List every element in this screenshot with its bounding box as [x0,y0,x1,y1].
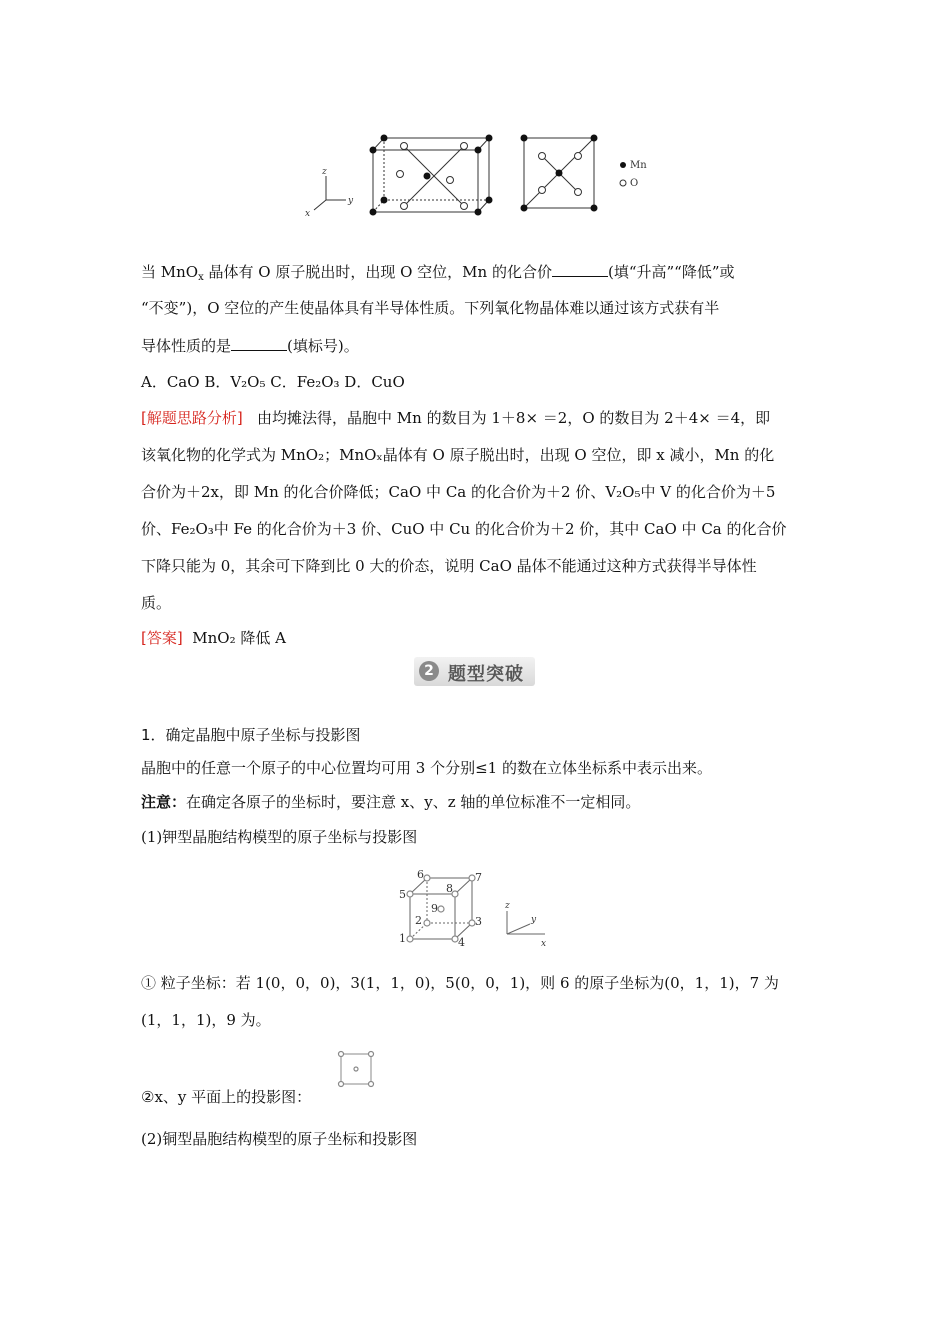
analysis-line-3: 合价为＋2x，即 Mn 的化合价降低；CaO 中 Ca 的化合价为＋2 价、V₂O₅中 V 的化合价为＋5 [141,483,776,501]
section-banner [414,657,535,686]
section-note: 注意：在确定各原子的坐标时，要注意 x、y、z 轴的单位标准不一定相同。 [141,793,641,811]
fig2-axis-z: z [505,901,510,911]
question-line-1: 当 MnO$_x$ 晶体有 O 原子脱出时，出现 O 空位，Mn 的化合价 (填“升高”“降低”或 [141,263,735,283]
subsection-2: (2)铜型晶胞结构模型的原子坐标和投影图 [141,1130,418,1148]
banner-title: 题型突破 [448,664,524,685]
section-heading: 1．确定晶胞中原子坐标与投影图 [141,726,361,744]
answer-label: [答案] [141,629,183,647]
coords-line-2: (1，1，1)，9 为。 [141,1011,271,1029]
fig1-axis-x: x [305,209,311,219]
analysis-line-4: 价、Fe₂O₃中 Fe 的化合价为＋3 价、CuO 中 Cu 的化合价为＋2 价，其中 CaO 中 Ca 的化合价 [141,520,787,538]
legend-o: O [630,178,639,189]
question-line-3: 导体性质的是 (填标号)。 [141,337,359,355]
fig1-axis-z: z [322,167,327,177]
fig2-label-8: 8 [446,882,453,895]
coords-line-1: ① 粒子坐标：若 1(0，0，0)，3(1，1，0)，5(0，0，1)，则 6 的原子坐标为(0，1，1)，7 为 [141,974,779,992]
bcc-cell-figure [395,866,555,951]
fig1-axis-y: y [348,196,354,206]
section-intro: 晶胞中的任意一个原子的中心位置均可用 3 个分别≤1 的数在立体坐标系中表示出来。 [141,759,712,777]
fig2-label-3: 3 [475,915,482,928]
question-line-2: “不变”)，O 空位的产生使晶体具有半导体性质。下列氧化物晶体难以通过该方式获有半 [141,299,720,317]
answer-blank-1 [552,262,608,277]
analysis-line-1: [解题思路分析] 由均摊法得，晶胞中 Mn 的数目为 1＋8× ＝2，O 的数目为 2＋4× ＝4，即 [141,409,771,427]
answer-blank-2 [231,336,287,351]
fig2-label-2: 2 [415,914,422,927]
analysis-line-5: 下降只能为 0，其余可下降到比 0 大的价态，说明 CaO 晶体不能通过这种方式获得半导体性 [141,557,757,575]
answer-line: [答案] MnO₂ 降低 A [141,629,286,647]
legend-mn: Mn [630,160,647,171]
fig2-label-9: 9 [431,902,438,915]
analysis-line-6: 质。 [141,594,172,612]
analysis-line-2: 该氧化物的化学式为 MnO₂；MnOₓ晶体有 O 原子脱出时，出现 O 空位，即 x 减小，Mn 的化 [141,446,775,464]
subsection-1: (1)钾型晶胞结构模型的原子坐标与投影图 [141,828,418,846]
fig2-axis-x: x [541,939,547,949]
projection-line: ②x、y 平面上的投影图： [141,1088,312,1106]
mno2-crystal-figure [300,128,660,220]
xy-projection-figure [334,1047,378,1091]
fig2-label-7: 7 [475,871,482,884]
fig2-label-5: 5 [399,888,406,901]
banner-number: 2 [419,661,439,681]
fig2-label-4: 4 [458,936,465,949]
options-line: A．CaO B．V₂O₅ C．Fe₂O₃ D．CuO [141,373,405,391]
fig2-label-6: 6 [417,868,424,881]
analysis-label: [解题思路分析] [141,409,243,427]
fig2-label-1: 1 [399,932,406,945]
fig2-axis-y: y [531,915,537,925]
